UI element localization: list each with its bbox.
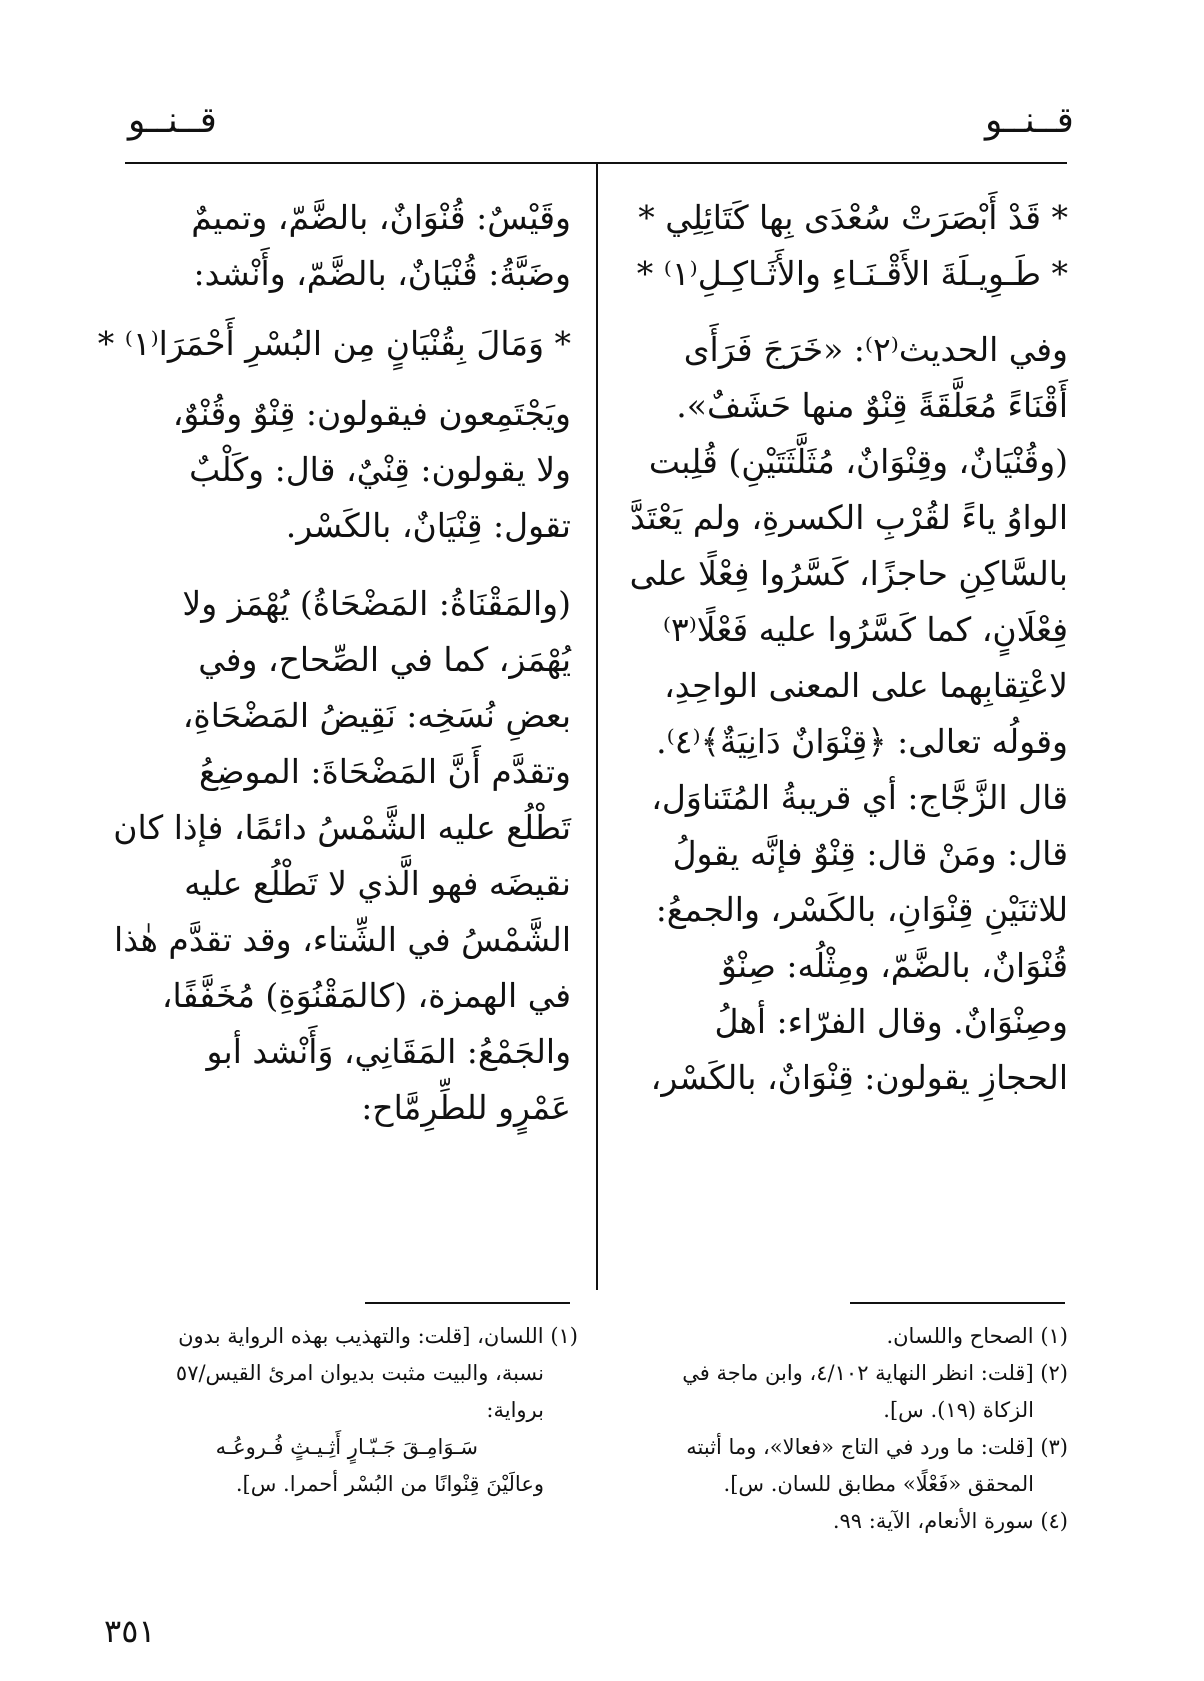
text-line: تَطْلُع عليه الشَّمْسُ دائمًا، فإذا كان	[113, 808, 571, 847]
text-line: وقَيْسٌ: قُنْوَانٌ، بالضَّمّ، وتميمٌ	[191, 198, 571, 237]
text-line: للاثنَيْنِ قِنْوَانِ، بالكَسْر، والجمعُ:	[655, 890, 1068, 929]
footnote-rule-left	[365, 1302, 570, 1304]
text-line: أَقْنَاءً مُعَلَّقَةً قِنْوٌ منها حَشَفٌ».	[676, 386, 1068, 425]
footnote-verse: وعالَيْنَ قِنْوانًا من البُسْر أحمرا. س].	[235, 1472, 544, 1496]
footnote-item: (٤) سورة الأنعام، الآية: ٩٩.	[832, 1509, 1068, 1533]
text-line: عَمْرٍو للطِّرِمَّاح:	[361, 1088, 571, 1127]
verse-line: * قَدْ أَبْصَرَتْ سُعْدَى بِها كَتَائِلِي *	[638, 198, 1068, 237]
text-line: في الهمزة، (كالمَقْنُوَةِ) مُخَفَّفًا،	[161, 976, 571, 1015]
verse-line: * وَمَالَ بِقُنْيَانٍ مِن البُسْرِ أَحْمَرَا⁽١⁾ *	[97, 324, 571, 363]
text-line: والجَمْعُ: المَقَانِي، وَأَنْشد أبو	[206, 1032, 571, 1071]
page-number: ٣٥١	[104, 1612, 156, 1650]
footnotes-left	[123, 1318, 578, 1503]
footnote-continuation: نسبة، والبيت مثبت بديوان امرئ القيس/٥٧	[175, 1361, 544, 1385]
text-line: قال الزَّجَّاج: أي قريبةُ المُتَناوَل،	[651, 778, 1068, 817]
verse-line: * طَـوِيـلَةَ الأَقْـنَـاءِ والأَثَـاكِـلِ⁽١⁾ *	[636, 254, 1068, 293]
text-line: ولا يقولون: قِنْيٌ، قال: وكَلْبٌ	[189, 450, 571, 489]
footnote-verse: سَـوَامِـقَ جَـبّـارٍ أَثِـيـثٍ فُـروعُـه	[215, 1435, 478, 1459]
footnotes-right	[620, 1318, 1068, 1540]
text-line: تقول: قِنْيَانٌ، بالكَسْر.	[285, 506, 571, 545]
column-divider	[596, 163, 598, 1290]
text-line: لاعْتِقابِهما على المعنى الواحِدِ،	[664, 666, 1068, 705]
footnote-continuation: برواية:	[486, 1398, 544, 1422]
text-line: بعضِ نُسَخِه: نَقِيضُ المَضْحَاةِ،	[182, 696, 571, 735]
text-line: يُهْمَز، كما في الصِّحاح، وفي	[198, 640, 571, 679]
footnote-item: (٢) [قلت: انظر النهاية ٤/١٠٢، وابن ماجة في	[682, 1361, 1068, 1385]
footnote-rule-right	[850, 1302, 1065, 1304]
left-column	[97, 190, 571, 1136]
text-line: وصِنْوَانٌ. وقال الفرّاء: أهلُ	[714, 1002, 1068, 1041]
text-line: الشَّمْسُ في الشِّتاء، وقد تقدَّم هٰذا	[114, 920, 571, 959]
text-line: (والمَقْنَاةُ: المَضْحَاةُ) يُهْمَز ولا	[182, 584, 571, 623]
footnote-continuation: المحقق «فَعْلًا» مطابق للسان. س].	[723, 1472, 1034, 1496]
footnote-item: (٣) [قلت: ما ورد في التاج «فعالا»، وما أثبته	[686, 1435, 1068, 1459]
text-line: وفي الحديث⁽٢⁾: «خَرَجَ فَرَأَى	[683, 330, 1068, 369]
text-line: فِعْلَانٍ، كما كَسَّرُوا عليه فَعْلًا⁽٣⁾	[662, 610, 1068, 649]
footnote-item: (١) اللسان، [قلت: والتهذيب بهذه الرواية بدون	[178, 1324, 578, 1348]
text-line: وتقدَّم أَنَّ المَضْحَاةَ: الموضِعُ	[198, 752, 571, 791]
text-line: وضَبَّةُ: قُنْيَانٌ، بالضَّمّ، وأَنْشد:	[193, 254, 571, 293]
footnote-item: (١) الصحاح واللسان.	[886, 1324, 1068, 1348]
text-line: ويَجْتَمِعون فيقولون: قِنْوٌ وقُنْوٌ،	[172, 394, 571, 433]
footnote-continuation: الزكاة (١٩). س].	[883, 1398, 1034, 1422]
text-line: وقولُه تعالى: ﴿قِنْوَانٌ دَانِيَةٌ﴾⁽٤⁾.	[656, 722, 1068, 761]
running-header-left: قــنــو	[128, 100, 217, 141]
text-line: الحجازِ يقولون: قِنْوَانٌ، بالكَسْر،	[650, 1058, 1068, 1097]
text-line: (وقُنْيَانٌ، وقِنْوَانٌ، مُثَلَّثَتَيْنِ) قُلِبت	[648, 442, 1068, 481]
running-header-right: قــنــو	[985, 100, 1074, 141]
text-line: قال: ومَنْ قال: قِنْوٌ فإنَّه يقولُ	[672, 834, 1068, 873]
right-column	[620, 190, 1068, 1106]
text-line: بالسَّاكِنِ حاجزًا، كَسَّرُوا فِعْلًا على	[629, 554, 1068, 593]
text-line: الواوُ ياءً لقُرْبِ الكسرةِ، ولم يَعْتَدَّ	[630, 498, 1068, 537]
text-line: نقيضَه فهو الَّذي لا تَطْلُع عليه	[184, 864, 571, 903]
text-line: قُنْوَانٌ، بالضَّمّ، ومِثْلُه: صِنْوٌ	[720, 946, 1068, 985]
